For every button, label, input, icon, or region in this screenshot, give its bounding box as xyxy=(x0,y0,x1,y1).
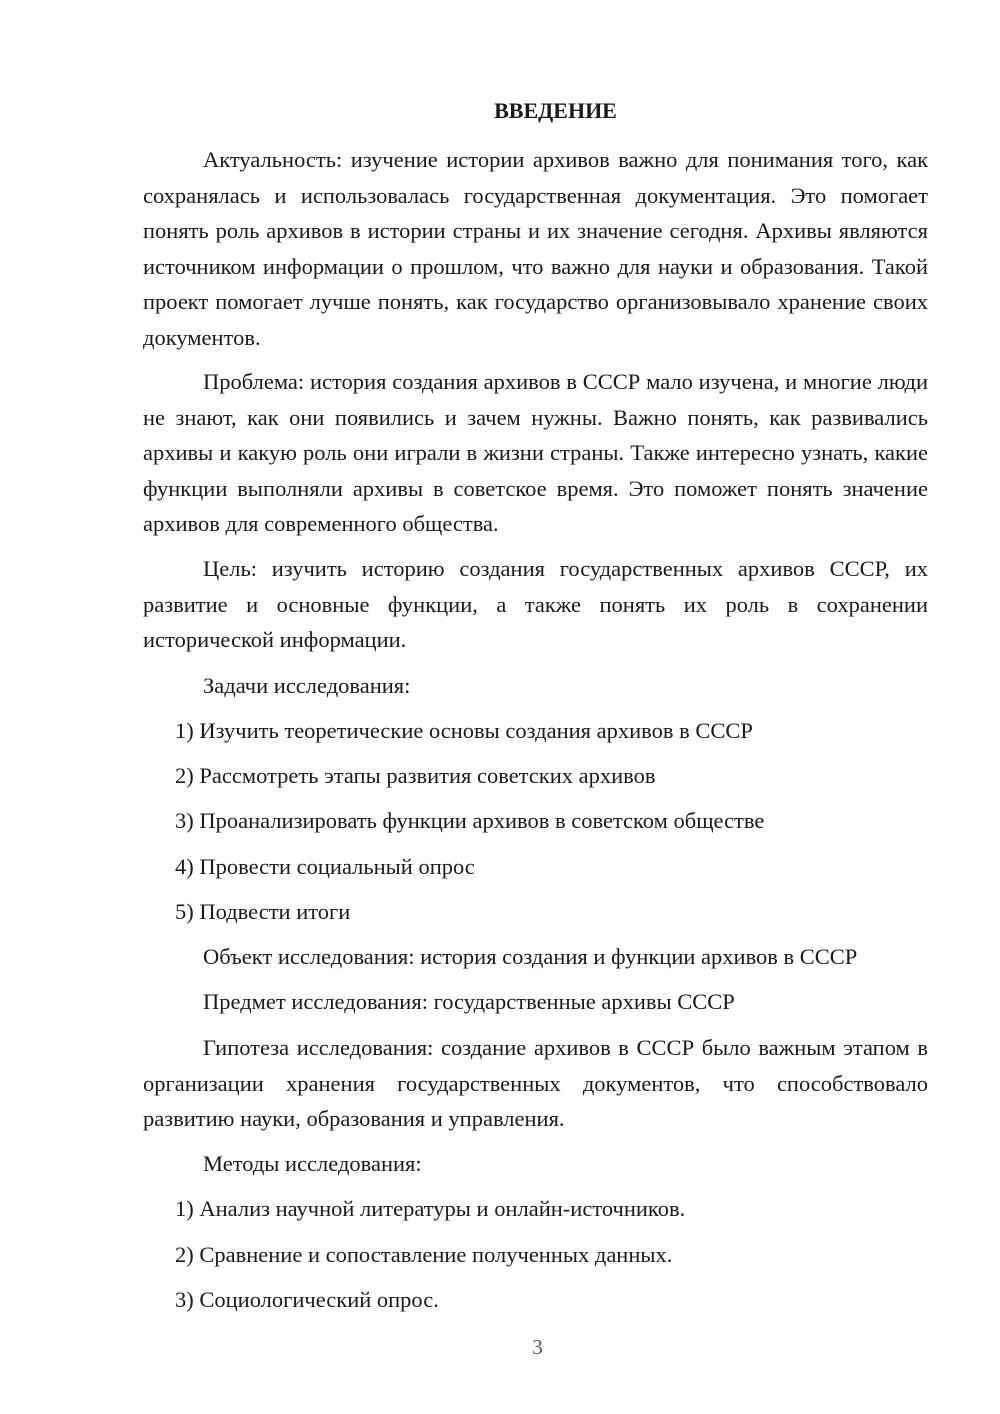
goal-paragraph: Цель: изучить историю создания государственных архивов СССР, их развитие и основные функции, а также понять их роль в сохранении исторической информации. xyxy=(143,556,928,652)
research-object: Объект исследования: история создания и функции архивов в СССР xyxy=(203,944,858,969)
method-item: 1) Анализ научной литературы и онлайн-источников. xyxy=(175,1196,686,1221)
tasks-heading: Задачи исследования: xyxy=(203,673,411,698)
task-item: 1) Изучить теоретические основы создания архивов в СССР xyxy=(175,718,753,743)
method-item: 2) Сравнение и сопоставление полученных данных. xyxy=(175,1242,673,1267)
task-item: 2) Рассмотреть этапы развития советских архивов xyxy=(175,763,656,788)
method-item: 3) Социологический опрос. xyxy=(175,1287,439,1312)
relevance-paragraph: Актуальность: изучение истории архивов важно для понимания того, как сохранялась и использовалась государственная документация. Это помогает понять роль архивов в истории страны и их значение сегодня. Архивы являются источником информации о прошлом, что важно для науки и образования. Такой проект помогает лучше понять, как государство организовывало хранение своих документов. xyxy=(143,147,928,350)
page-number: 3 xyxy=(532,1335,543,1359)
hypothesis-paragraph: Гипотеза исследования: создание архивов в СССР было важным этапом в организации хранения государственных документов, что способствовало развитию науки, образования и управления. xyxy=(143,1035,928,1131)
section-title: ВВЕДЕНИЕ xyxy=(494,98,617,123)
task-item: 4) Провести социальный опрос xyxy=(175,854,475,879)
document-page xyxy=(143,0,928,1414)
task-item: 3) Проанализировать функции архивов в советском обществе xyxy=(175,808,765,833)
problem-paragraph: Проблема: история создания архивов в СССР мало изучена, и многие люди не знают, как они появились и зачем нужны. Важно понять, как развивались архивы и какую роль они играли в жизни страны. Также интересно узнать, какие функции выполняли архивы в советское время. Это поможет понять значение архивов для современного общества. xyxy=(143,369,928,536)
research-subject: Предмет исследования: государственные архивы СССР xyxy=(203,989,735,1014)
methods-heading: Методы исследования: xyxy=(203,1151,422,1176)
task-item: 5) Подвести итоги xyxy=(175,899,351,924)
